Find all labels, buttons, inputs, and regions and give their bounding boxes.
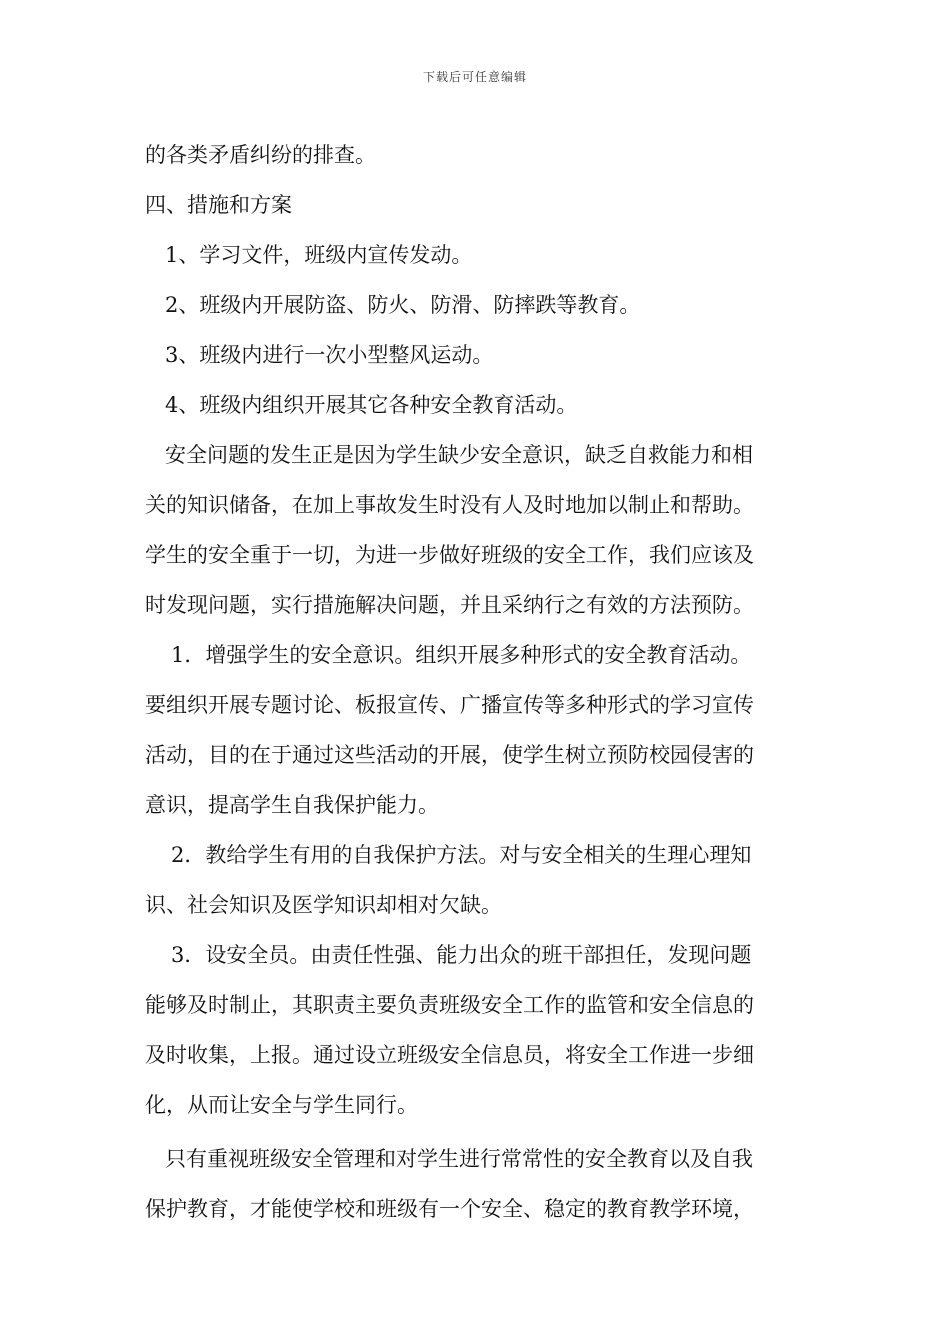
paragraph-line: 活动，目的在于通过这些活动的开展，使学生树立预防校园侵害的: [145, 743, 754, 767]
page-header: 下载后可任意编辑: [422, 70, 527, 84]
list-item: 2、班级内开展防盗、防火、防滑、防摔跌等教育。: [165, 293, 641, 317]
numbered-paragraph-line: 1．增强学生的安全意识。组织开展多种形式的安全教育活动。: [171, 643, 752, 667]
numbered-paragraph-line: 3．设安全员。由责任性强、能力出众的班干部担任，发现问题: [171, 943, 752, 967]
list-item: 1、学习文件，班级内宣传发动。: [165, 243, 473, 267]
paragraph-line: 意识，提高学生自我保护能力。: [145, 793, 439, 817]
list-item: 3、班级内进行一次小型整风运动。: [165, 343, 494, 367]
text-line: 的各类矛盾纠纷的排查。: [145, 143, 376, 167]
paragraph-line: 关的知识储备，在加上事故发生时没有人及时地加以制止和帮助。: [145, 493, 754, 517]
paragraph-line: 识、社会知识及医学知识却相对欠缺。: [145, 893, 502, 917]
paragraph-line: 化，从而让安全与学生同行。: [145, 1093, 418, 1117]
list-item: 4、班级内组织开展其它各种安全教育活动。: [165, 393, 578, 417]
document-body: [145, 130, 810, 1234]
paragraph-line: 时发现问题，实行措施解决问题，并且采纳行之有效的方法预防。: [145, 593, 754, 617]
section-heading: 四、措施和方案: [145, 193, 292, 217]
numbered-paragraph-line: 2．教给学生有用的自我保护方法。对与安全相关的生理心理知: [171, 843, 752, 867]
paragraph-line: 只有重视班级安全管理和对学生进行常常性的安全教育以及自我: [165, 1147, 753, 1171]
paragraph-line: 能够及时制止，其职责主要负责班级安全工作的监管和安全信息的: [145, 993, 754, 1017]
paragraph-line: 安全问题的发生正是因为学生缺少安全意识，缺乏自救能力和相: [165, 443, 753, 467]
paragraph-line: 及时收集，上报。通过设立班级安全信息员，将安全工作进一步细: [145, 1043, 754, 1067]
paragraph-line: 保护教育，才能使学校和班级有一个安全、稳定的教育教学环境，: [145, 1197, 754, 1221]
paragraph-line: 要组织开展专题讨论、板报宣传、广播宣传等多种形式的学习宣传: [145, 693, 754, 717]
paragraph-line: 学生的安全重于一切，为进一步做好班级的安全工作，我们应该及: [145, 543, 754, 567]
